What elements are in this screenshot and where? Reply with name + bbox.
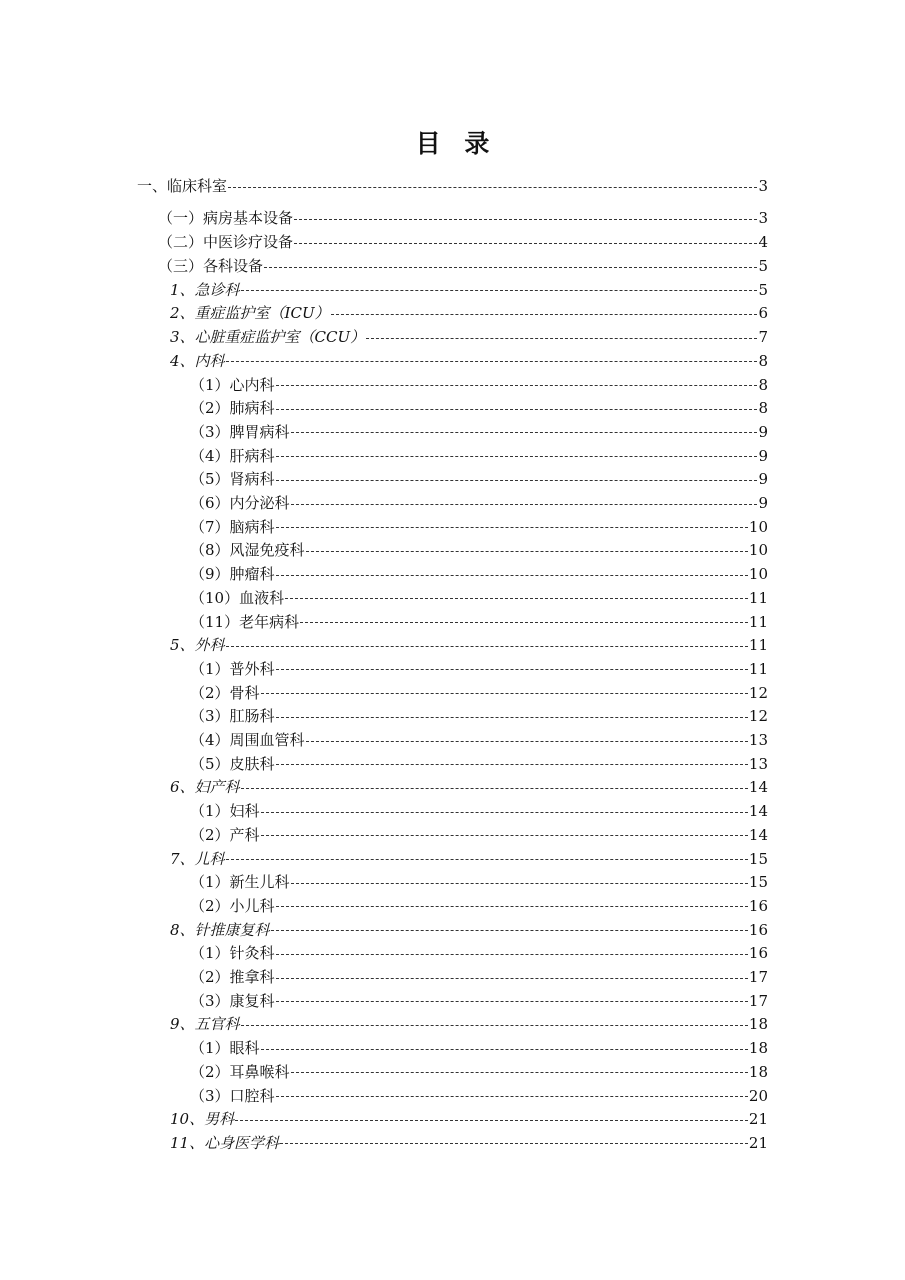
toc-entry[interactable] xyxy=(190,1036,768,1060)
toc-entry-page-number: 10 xyxy=(748,565,768,584)
toc-entry-label: （2）小儿科 xyxy=(190,896,275,915)
dotted-leader xyxy=(241,290,758,291)
toc-entry[interactable] xyxy=(190,538,768,562)
toc-entry[interactable] xyxy=(190,870,768,894)
toc-entry-label: （4）周围血管科 xyxy=(190,731,305,749)
toc-entry[interactable] xyxy=(190,657,768,681)
toc-entry[interactable] xyxy=(170,633,768,657)
toc-entry-page-number: 9 xyxy=(758,422,768,441)
dotted-leader xyxy=(241,788,748,789)
toc-entry-page-number: 21 xyxy=(748,1133,768,1152)
toc-entry-page-number: 6 xyxy=(758,304,768,323)
toc-entry-label: 2、重症监护室（ICU） xyxy=(170,304,330,323)
toc-entry-page-number: 21 xyxy=(748,1110,768,1129)
toc-entry-page-number: 18 xyxy=(748,1062,768,1081)
toc-entry-page-number: 11 xyxy=(748,659,768,678)
toc-entry[interactable] xyxy=(190,894,768,918)
toc-entry-label: 10、男科 xyxy=(170,1110,235,1129)
toc-entry-label: 1、急诊科 xyxy=(170,280,240,299)
toc-entry[interactable] xyxy=(190,704,768,728)
toc-entry-page-number: 14 xyxy=(748,778,768,797)
toc-entry-label: （1）眼科 xyxy=(190,1039,260,1058)
toc-entry-label: （8）风湿免疫科 xyxy=(190,541,305,560)
dotted-leader xyxy=(261,812,748,813)
dotted-leader xyxy=(276,978,748,979)
toc-entry-label: （2）产科 xyxy=(190,825,260,844)
dotted-leader xyxy=(276,1001,748,1002)
toc-entry-label: （2）骨科 xyxy=(190,683,260,702)
dotted-leader xyxy=(285,598,748,599)
toc-entry-page-number: 9 xyxy=(758,470,768,489)
toc-entry[interactable] xyxy=(190,1084,768,1108)
dotted-leader xyxy=(228,187,757,188)
toc-entry-page-number: 17 xyxy=(748,991,768,1010)
dotted-leader xyxy=(276,456,758,457)
toc-entry-page-number: 8 xyxy=(758,399,768,418)
toc-entry-label: 11、心身医学科 xyxy=(170,1133,280,1152)
toc-entry-label: （6）内分泌科 xyxy=(190,494,290,512)
toc-entry[interactable] xyxy=(158,206,768,230)
toc-entry-page-number: 9 xyxy=(758,446,768,465)
toc-entry-page-number: 16 xyxy=(748,896,768,915)
dotted-leader xyxy=(264,267,757,268)
toc-entry-page-number: 15 xyxy=(748,849,768,868)
dotted-leader xyxy=(306,741,748,742)
page-title: 目 录 xyxy=(415,129,497,158)
toc-entry[interactable] xyxy=(158,254,768,278)
toc-entry-page-number: 14 xyxy=(748,802,768,821)
toc-entry-label: 8、针推康复科 xyxy=(170,920,270,939)
dotted-leader xyxy=(331,314,758,315)
toc-entry-label: （1）新生儿科 xyxy=(190,873,290,892)
toc-entry-label: （1）妇科 xyxy=(190,802,260,821)
dotted-leader xyxy=(276,669,748,670)
dotted-leader xyxy=(276,527,748,528)
toc-entry-label: 7、儿科 xyxy=(170,849,225,868)
toc-entry[interactable] xyxy=(190,396,768,420)
toc-entry[interactable] xyxy=(190,467,768,491)
dotted-leader xyxy=(261,693,748,694)
toc-entry-label: （4）肝病科 xyxy=(190,446,275,465)
toc-entry[interactable] xyxy=(190,586,768,610)
toc-entry-page-number: 15 xyxy=(748,873,768,892)
dotted-leader xyxy=(235,1120,748,1121)
dotted-leader xyxy=(291,1072,748,1073)
toc-entry-page-number: 3 xyxy=(758,177,768,195)
toc-entry-label: 4、内科 xyxy=(170,351,225,370)
toc-entry-label: （2）推拿科 xyxy=(190,968,275,986)
toc-entry[interactable] xyxy=(170,278,768,302)
toc-entry-page-number: 3 xyxy=(758,209,768,227)
toc-entry[interactable] xyxy=(190,989,768,1013)
toc-entry[interactable] xyxy=(190,681,768,705)
dotted-leader xyxy=(261,1049,748,1050)
toc-entry-label: （1）普外科 xyxy=(190,659,275,678)
toc-entry-label: 9、五官科 xyxy=(170,1015,240,1034)
dotted-leader xyxy=(241,1025,748,1026)
toc-entry-label: （一）病房基本设备 xyxy=(158,209,294,227)
toc-entry-page-number: 11 xyxy=(748,636,768,655)
toc-entry-label: （5）皮肤科 xyxy=(190,754,275,773)
toc-entry-label: 3、心脏重症监护室（CCU） xyxy=(170,328,366,347)
toc-entry-page-number: 9 xyxy=(758,494,768,512)
toc-entry[interactable] xyxy=(190,823,768,847)
toc-entry-label: （1）针灸科 xyxy=(190,944,275,963)
toc-entry-page-number: 5 xyxy=(758,257,768,275)
toc-entry-label: 一、临床科室 xyxy=(137,177,228,195)
toc-entry[interactable] xyxy=(190,444,768,468)
toc-entry[interactable] xyxy=(158,230,768,254)
toc-entry-label: 6、妇产科 xyxy=(170,778,240,797)
dotted-leader xyxy=(300,622,748,623)
toc-entry[interactable] xyxy=(137,174,768,198)
dotted-leader xyxy=(226,859,748,860)
toc-entry-page-number: 16 xyxy=(748,920,768,939)
toc-entry[interactable] xyxy=(170,301,768,325)
toc-entry[interactable] xyxy=(190,1060,768,1084)
dotted-leader xyxy=(291,432,758,433)
toc-entry-page-number: 8 xyxy=(758,351,768,370)
toc-entry[interactable] xyxy=(170,349,768,373)
toc-entry-label: （7）脑病科 xyxy=(190,517,275,536)
dotted-leader xyxy=(276,575,748,576)
toc-entry-label: （5）肾病科 xyxy=(190,470,275,489)
toc-entry-page-number: 12 xyxy=(748,683,768,702)
toc-entry-label: （10）血液科 xyxy=(190,588,285,607)
toc-entry[interactable] xyxy=(190,728,768,752)
dotted-leader xyxy=(294,243,757,244)
toc-entry-label: （1）心内科 xyxy=(190,375,275,394)
toc-entry[interactable] xyxy=(170,847,768,871)
dotted-leader xyxy=(276,480,758,481)
toc-entry[interactable] xyxy=(190,420,768,444)
toc-entry[interactable] xyxy=(170,918,768,942)
toc-entry[interactable] xyxy=(170,1131,768,1155)
dotted-leader xyxy=(276,764,748,765)
toc-entry[interactable] xyxy=(190,799,768,823)
toc-entry[interactable] xyxy=(170,775,768,799)
dotted-leader xyxy=(271,930,748,931)
toc-entry[interactable] xyxy=(190,373,768,397)
dotted-leader xyxy=(276,906,748,907)
dotted-leader xyxy=(261,835,748,836)
toc-entry-label: （3）脾胃病科 xyxy=(190,422,290,441)
toc-entry-page-number: 14 xyxy=(748,825,768,844)
toc-entry[interactable] xyxy=(190,491,768,515)
toc-entry-label: （3）康复科 xyxy=(190,991,275,1010)
dotted-leader xyxy=(280,1143,748,1144)
dotted-leader xyxy=(276,717,748,718)
toc-entry[interactable] xyxy=(190,515,768,539)
toc-entry-label: （2）耳鼻喉科 xyxy=(190,1062,290,1081)
toc-entry-label: （二）中医诊疗设备 xyxy=(158,233,294,251)
toc-entry[interactable] xyxy=(190,941,768,965)
toc-entry-page-number: 10 xyxy=(748,541,768,560)
toc-entry-page-number: 20 xyxy=(748,1086,768,1105)
toc-entry-page-number: 11 xyxy=(748,588,768,607)
toc-entry-label: （11）老年病科 xyxy=(190,612,300,631)
toc-entry-page-number: 16 xyxy=(748,944,768,963)
toc-entry-page-number: 11 xyxy=(748,612,768,631)
toc-entry-label: （3）肛肠科 xyxy=(190,707,275,726)
toc-entry-label: （2）肺病科 xyxy=(190,399,275,418)
toc-entry-label: （9）肿瘤科 xyxy=(190,565,275,584)
toc-entry-label: （3）口腔科 xyxy=(190,1086,275,1105)
toc-entry-page-number: 8 xyxy=(758,375,768,394)
toc-entry-page-number: 18 xyxy=(748,1015,768,1034)
toc-entry-page-number: 7 xyxy=(758,328,768,347)
dotted-leader xyxy=(294,219,757,220)
toc-entry[interactable] xyxy=(190,562,768,586)
dotted-leader xyxy=(366,338,757,339)
toc-entry-label: 5、外科 xyxy=(170,636,225,655)
toc-entry[interactable] xyxy=(190,965,768,989)
toc-entry-page-number: 17 xyxy=(748,968,768,986)
toc-entry-page-number: 10 xyxy=(748,517,768,536)
dotted-leader xyxy=(291,883,748,884)
dotted-leader xyxy=(306,551,748,552)
dotted-leader xyxy=(276,954,748,955)
toc-entry-label: （三）各科设备 xyxy=(158,257,264,275)
dotted-leader xyxy=(276,1096,748,1097)
toc-entry[interactable] xyxy=(170,325,768,349)
toc-entry-page-number: 5 xyxy=(758,280,768,299)
toc-entry[interactable] xyxy=(190,610,768,634)
dotted-leader xyxy=(276,385,758,386)
toc-entry[interactable] xyxy=(170,1107,768,1131)
toc-entry-page-number: 4 xyxy=(758,233,768,251)
dotted-leader xyxy=(226,646,748,647)
dotted-leader xyxy=(291,504,758,505)
toc-entry-page-number: 12 xyxy=(748,707,768,726)
dotted-leader xyxy=(226,361,758,362)
toc-entry-page-number: 18 xyxy=(748,1039,768,1058)
toc-entry[interactable] xyxy=(170,1012,768,1036)
dotted-leader xyxy=(276,409,758,410)
toc-entry-page-number: 13 xyxy=(748,754,768,773)
toc-entry-page-number: 13 xyxy=(748,731,768,749)
toc-entry[interactable] xyxy=(190,752,768,776)
